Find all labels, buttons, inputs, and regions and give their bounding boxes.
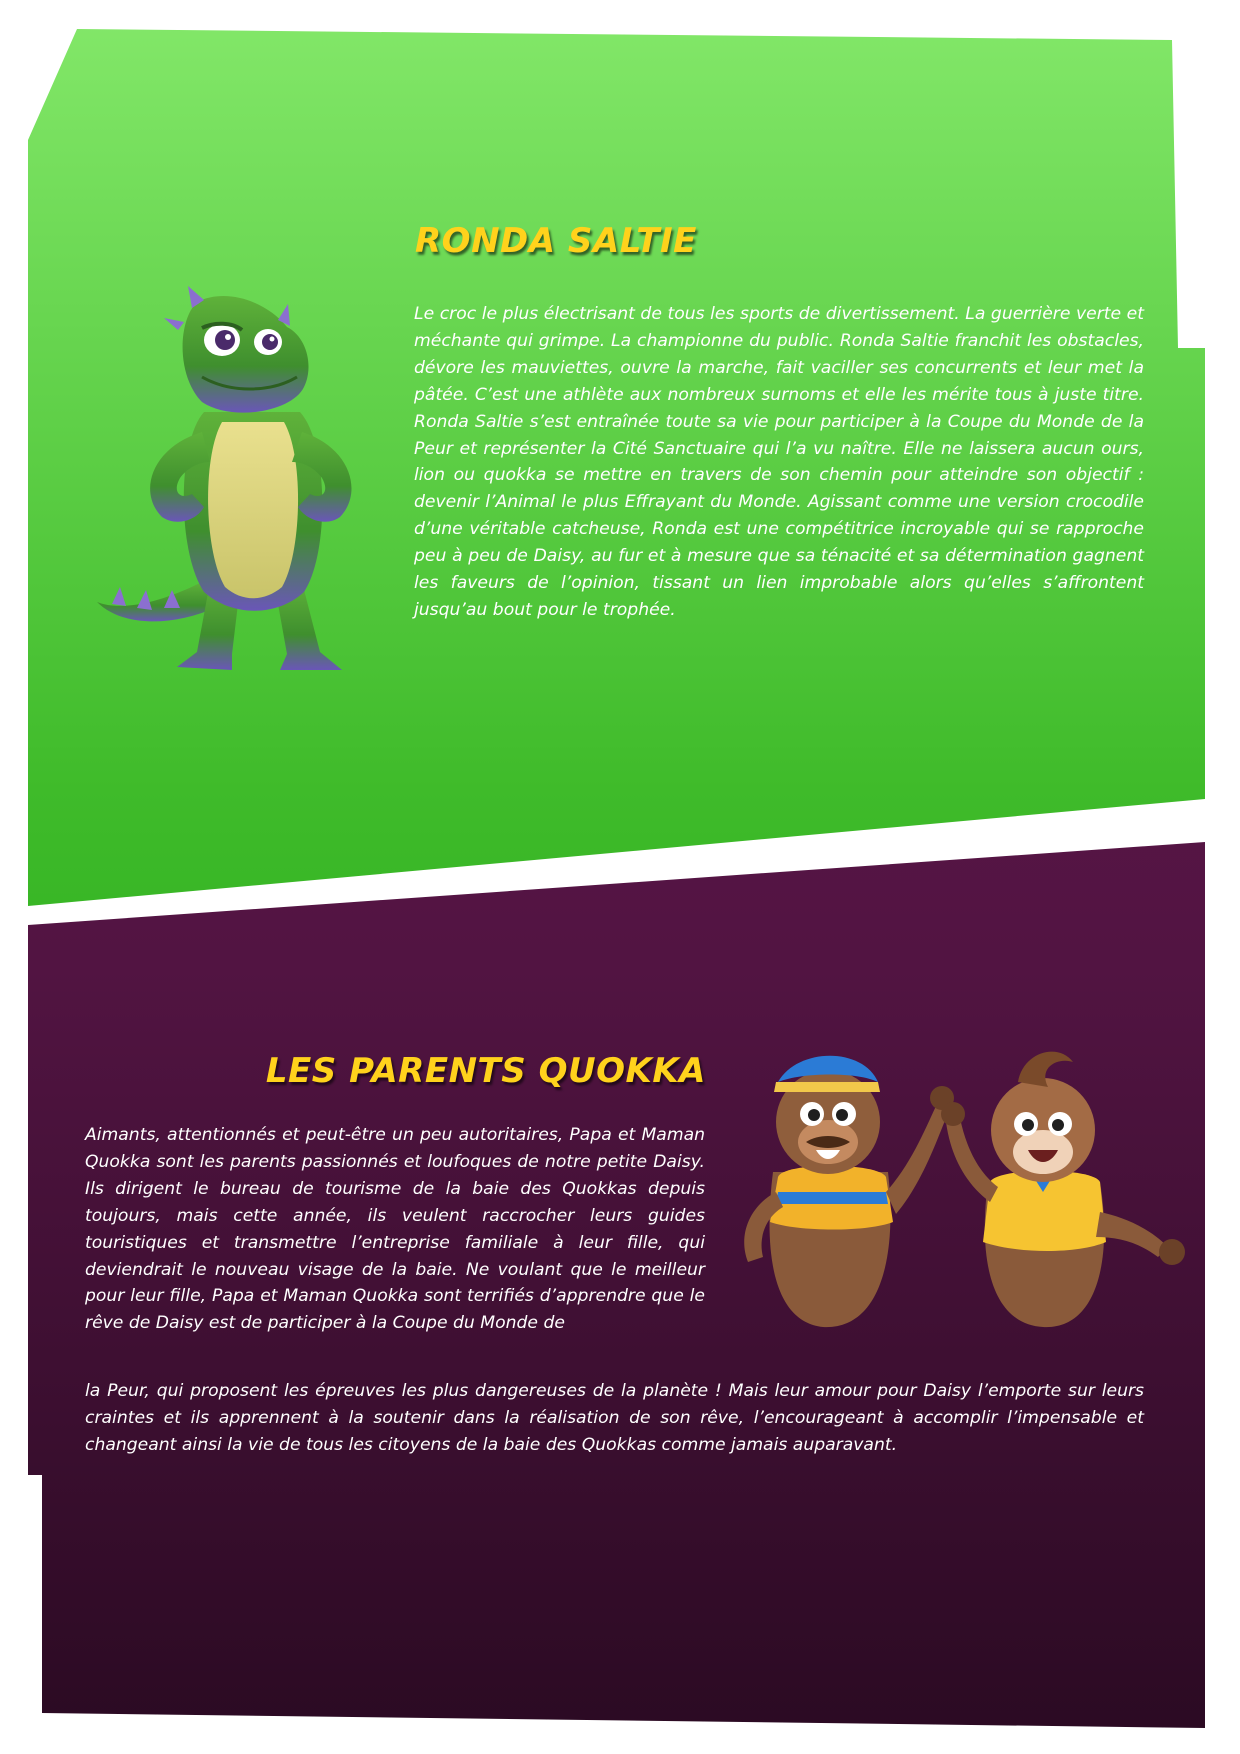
ronda-saltie-title: RONDA SALTIE [415, 221, 697, 261]
ronda-saltie-description: Le croc le plus électrisant de tous les sports de divertissement. La guerrière verte et méchante qui grimpe. La championne du public. Ronda Saltie franchit les obstacles, dévore les mauviettes, ouvre la marche, fait vaciller ses concurrents et leur met la pâtée. C’est une athlète aux nombreux surnoms et elle les mérite tous à juste titre. Ronda Saltie s’est entraînée toute sa vie pour participer à la Coupe du Monde de la Peur et représenter la Cité Sanctuaire qui l’a vu naître. Elle ne laissera aucun ours, lion ou quokka se mettre en travers de son chemin pour atteindre son objectif : devenir l’Animal le plus Effrayant du Monde. Agissant comme une version crocodile d’une véritable catcheuse, Ronda est une compétitrice incroyable qui se rapproche peu à peu de Daisy, au fur et à mesure que sa ténacité et sa détermination gagnent les faveurs de l’opinion, tissant un lien improbable alors qu’elles s’affrontent jusqu’au bout pour le trophée. [414, 304, 1144, 620]
quokka-parents-description-bottom: la Peur, qui proposent les épreuves les plus dangereuses de la planète ! Mais leur amour pour Daisy l’emporte sur leurs craintes et ils apprennent à la soutenir dans la réalisation de son rêve, l’encourageant à accomplir l’impensable et changeant ainsi la vie de tous les citoyens de la baie des Quokkas comme jamais auparavant. [85, 1381, 1144, 1455]
ronda-saltie-illustration [92, 282, 392, 682]
quokka-parents-title: LES PARENTS QUOKKA [265, 1051, 706, 1091]
quokka-parents-description-top: Aimants, attentionnés et peut-être un peu autoritaires, Papa et Maman Quokka sont les parents passionnés et loufoques de notre petite Daisy. Ils dirigent le bureau de tourisme de la baie des Quokkas depuis toujours, mais cette année, ils veulent raccrocher leurs guides touristiques et transmettre l’entreprise familiale à leur fille, qui deviendrait le nouveau visage de la baie. Ne voulant que le meilleur pour leur fille, Papa et Maman Quokka sont terrifiés d’apprendre que le rêve de Daisy est de participer à la Coupe du Monde de [85, 1125, 705, 1334]
quokka-parents-illustration [728, 1042, 1198, 1342]
